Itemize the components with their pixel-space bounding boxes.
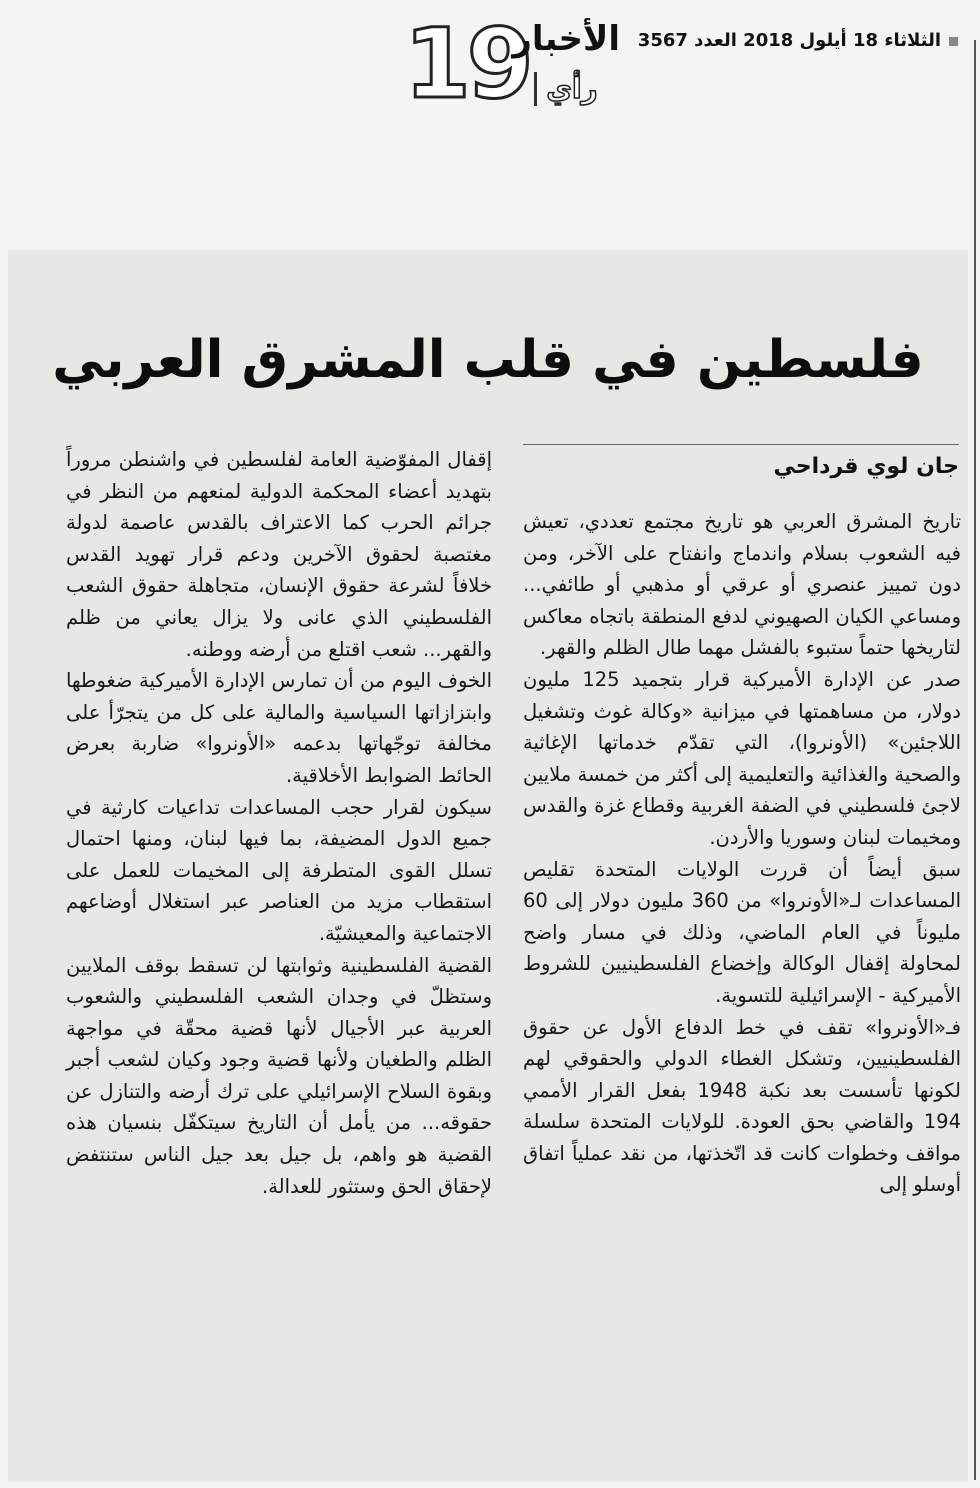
paragraph: سبق أيضاً أن قررت الولايات المتحدة تقليص المساعدات لـ«الأونروا» من 360 مليون دولار إلى 60 مليوناً في العام الماضي، وذلك في مسار واضح لمحاولة إقفال الوكالة وإخضاع الفلسطينيين للشروط الأميركية - الإسرائيلية للتسوية. — [523, 857, 961, 1007]
article — [8, 250, 968, 1482]
paragraph: فـ«الأونروا» تقف في خط الدفاع الأول عن حقوق الفلسطينيين، وتشكل الغطاء الدولي والحقوقي لهم لكونها تأسست بعد نكبة 1948 بفعل القرار الأممي 194 والقاضي بحق العودة. للولايات المتحدة سلسلة مواقف وخطوات كانت قد اتّخذتها، من نقد عملياً اتفاق أوسلو إلى — [523, 1015, 961, 1197]
masthead-block — [512, 19, 620, 112]
paragraph: إقفال المفوّضية العامة لفلسطين في واشنطن مروراً بتهديد أعضاء المحكمة الدولية لمنعهم من النظر في جرائم الحرب كما الاعتراف بالقدس عاصمة لدولة مغتصبة لحقوق الآخرين ودعم قرار تهويد القدس خلافاً لشرعة حقوق الإنسان، متجاهلة حقوق الشعب الفلسطيني الذي عانى ولا يزال يعاني من ظلم والقهر... شعب اقتلع من أرضه ووطنه. — [66, 448, 492, 661]
section-badge: رأي — [534, 72, 607, 106]
issue-line — [638, 30, 966, 51]
byline-rule — [523, 444, 959, 445]
paragraph: الخوف اليوم من أن تمارس الإدارة الأميركية ضغوطها وابتزازاتها السياسية والمالية على كل من يتجرّأ على مخالفة توجّهاتها بدعمه «الأونروا» ضاربة بعرض الحائط الضوابط الأخلاقية. — [66, 669, 492, 787]
page-header — [0, 0, 980, 120]
paragraph: القضية الفلسطينية وثوابتها لن تسقط بوقف الملايين وستظلّ في وجدان الشعب الفلسطيني والشعوب العربية عبر الأجيال لأنها قضية محقّة في مواجهة الظلم والطغيان ولأنها قضية وجود وكيان لشعب أجبر وبقوة السلاح الإسرائيلي على ترك أرضه والتنازل عن حقوقه... من يأمل أن التاريخ سيتكفّل بنسيان هذه القضية هو واهم، بل جيل بعد جيل الناس ستنتفض لإحقاق الحق وستثور للعدالة. — [66, 953, 492, 1198]
article-column-left — [66, 444, 492, 1202]
paragraph: صدر عن الإدارة الأميركية قرار بتجميد 125 مليون دولار، من مساهمتها في ميزانية «وكالة غوث وتشغيل اللاجئين» (الأونروا)، التي تقدّم خدماتها الإغاثية والصحية والغذائية والتعليمية إلى أكثر من خمسة ملايين لاجئ فلسطيني في الضفة الغربية وقطاع غزة والقدس ومخيمات لبنان وسوريا والأردن. — [523, 667, 961, 849]
author-byline: جان لوي قرداحي — [773, 454, 959, 479]
page-number: 19 — [404, 8, 530, 120]
article-column-right — [523, 506, 961, 1201]
paragraph: سيكون لقرار حجب المساعدات تداعيات كارثية في جميع الدول المضيفة، بما فيها لبنان، ومنها احتمال تسلل القوى المتطرفة إلى المخيمات للعمل على استقطاب مزيد من العناصر عبر استغلال أوضاعهم الاجتماعية والمعيشيّة. — [66, 795, 492, 945]
page-edge-rule — [974, 40, 976, 1480]
headline: فلسطين في قلب المشرق العربي — [52, 330, 924, 390]
masthead-name: الأخبار — [512, 19, 620, 59]
date-separator — [949, 37, 958, 46]
issue-date-text: الثلاثاء 18 أيلول 2018 العدد 3567 — [637, 30, 941, 51]
paragraph: تاريخ المشرق العربي هو تاريخ مجتمع تعددي، تعيش فيه الشعوب بسلام واندماج وانفتاح على الآخر، ومن دون تمييز عنصري أو عرقي أو مذهبي أو طائفي... ومساعي الكيان الصهيوني لدفع المنطقة باتجاه معاكس لتاريخها حتماً ستبوء بالفشل مهما طال الظلم والقهر. — [523, 510, 961, 660]
